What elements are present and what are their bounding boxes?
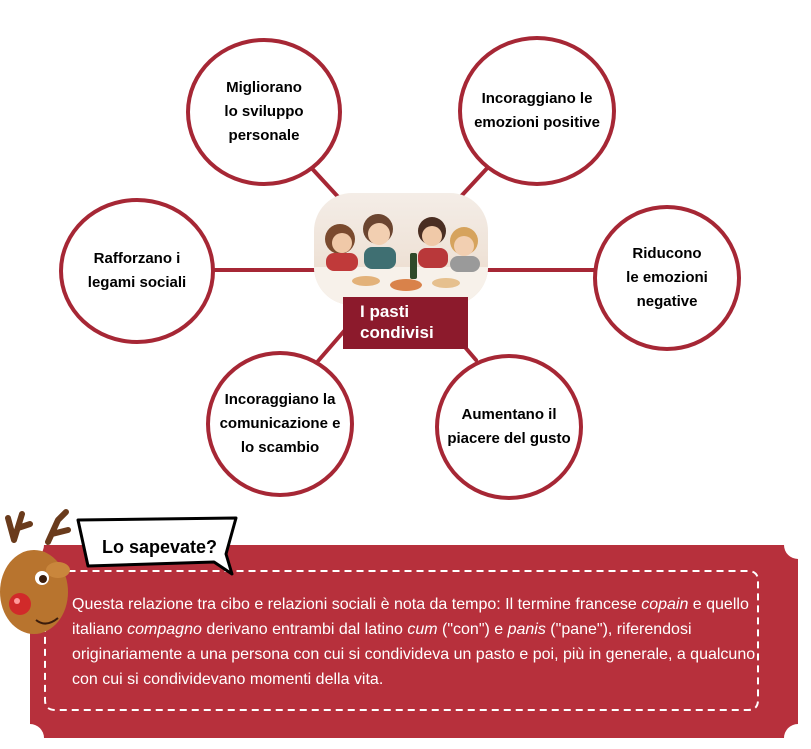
box-corner-cut-br (784, 724, 811, 749)
node-text-line: Migliorano (226, 79, 302, 96)
person-1-scarf (326, 253, 358, 271)
person-2-face (368, 223, 390, 245)
box-corner-cut-tr (784, 531, 811, 559)
node-text-line: emozioni positive (474, 114, 600, 131)
callout-term-cum: cum (407, 621, 438, 638)
person-1-face (332, 233, 352, 253)
node-text-line: Aumentano il (461, 406, 557, 423)
person-4-face (454, 236, 474, 256)
node-text-line: comunicazione e (219, 415, 341, 432)
box-corner-cut-bl (16, 724, 44, 749)
callout-term-compagno: compagno (127, 621, 202, 638)
callout-term-copain: copain (641, 596, 689, 613)
node-encourage-positive-emotions (458, 36, 616, 186)
callout-term-panis: panis (507, 621, 546, 638)
person-2-body (364, 247, 396, 269)
callout-text-part: Questa relazione tra cibo e relazioni sociali è nota da tempo: Il termine francese (72, 596, 642, 613)
node-text-line: personale (228, 127, 300, 144)
plate-2 (390, 279, 422, 291)
center-label (343, 297, 468, 349)
callout-text-part: derivano entrambi dal latino (201, 621, 408, 638)
node-text-line: Riducono (632, 245, 702, 262)
node-improve-personal-development (186, 38, 342, 186)
node-text-line: lo sviluppo (224, 103, 304, 120)
callout-text-part: e quello italiano (72, 596, 749, 638)
person-3-scarf (418, 248, 448, 268)
plate-3 (432, 278, 460, 288)
node-increase-taste-pleasure (435, 354, 583, 500)
bottle (410, 253, 417, 279)
node-reduce-negative-emotions (593, 205, 741, 351)
node-text-line: Incoraggiano la (224, 391, 336, 408)
node-text-line: lo scambio (240, 439, 320, 456)
node-text-line: legami sociali (87, 274, 187, 291)
shared-meal-drawing (314, 193, 488, 305)
shared-meal-illustration (314, 193, 488, 305)
plate-1 (352, 276, 380, 286)
node-text-line: piacere del gusto (447, 430, 571, 447)
node-text-line: le emozioni (626, 269, 708, 286)
callout-text-part: ("pane"), riferendosi originariamente a una persona con cui si condivideva un pasto e poi, più in generale, a qualcuno con cui si condividevano momenti della vita. (72, 621, 756, 688)
node-text-line: Incoraggiano le (481, 90, 593, 107)
node-strengthen-social-bonds (59, 198, 215, 344)
center-label-line-2: condivisi (360, 323, 434, 342)
person-4-body (450, 256, 480, 272)
reindeer-icon (0, 512, 70, 634)
person-3-face (422, 226, 442, 246)
callout-text (72, 592, 762, 692)
center-label-line-1: I pasti (360, 302, 410, 321)
callout-text-part: ("con") e (437, 621, 508, 638)
node-text-line: negative (636, 293, 698, 310)
node-text-line: Rafforzano i (93, 250, 181, 267)
node-encourage-communication (206, 351, 354, 497)
callout-title: Lo sapevate? (102, 537, 218, 557)
